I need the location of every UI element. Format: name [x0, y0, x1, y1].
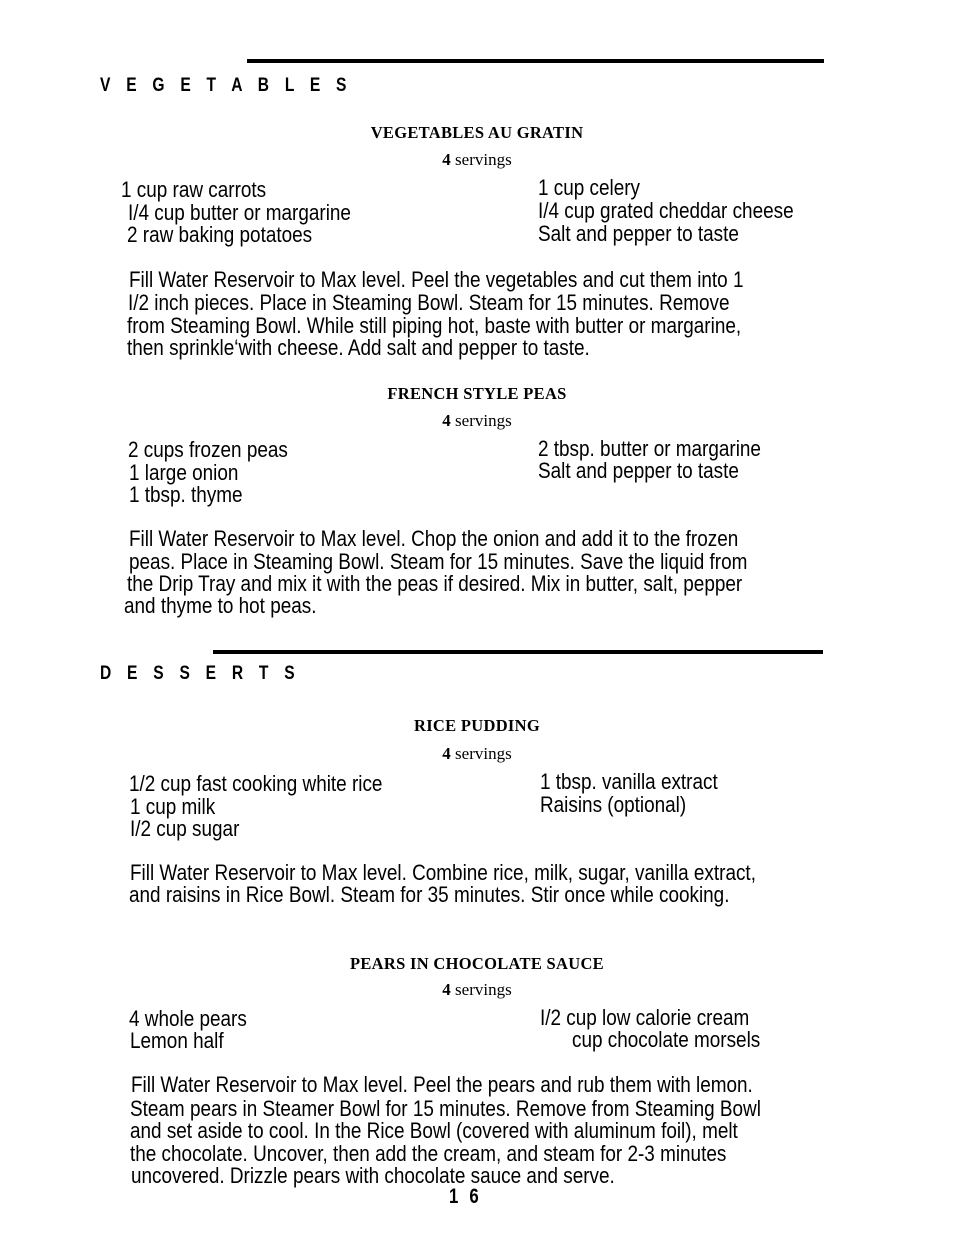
directions-line: Fill Water Reservoir to Max level. Combine rice, milk, sugar, vanilla extract, — [130, 860, 756, 885]
ingredient-item: 2 raw baking potatoes — [127, 222, 313, 247]
ingredient-item: Lemon half — [130, 1028, 224, 1053]
page-number: 1 6 — [449, 1185, 482, 1208]
ingredient-item: Salt and pepper to taste — [538, 458, 739, 483]
ingredient-item: 1 large onion — [129, 460, 239, 485]
section-heading-vegetables: V E G E T A B L E S — [100, 75, 353, 96]
recipe-title: RICE PUDDING — [414, 716, 540, 735]
ingredient-item: 1 tbsp. thyme — [129, 482, 243, 507]
ingredient-item: 4 whole pears — [129, 1006, 247, 1031]
recipe-servings: 4 servings — [442, 980, 512, 999]
directions-line: Fill Water Reservoir to Max level. Peel the vegetables and cut them into 1 — [129, 267, 744, 292]
section-heading-desserts: D E S S E R T S — [100, 663, 301, 684]
directions-line: and raisins in Rice Bowl. Steam for 35 minutes. Stir once while cooking. — [129, 882, 730, 907]
recipe-title: FRENCH STYLE PEAS — [387, 384, 567, 403]
directions-line: Steam pears in Steamer Bowl for 15 minutes. Remove from Steaming Bowl — [130, 1096, 761, 1121]
directions-line: the chocolate. Uncover, then add the cream, and steam for 2-3 minutes — [130, 1141, 727, 1166]
directions-line: from Steaming Bowl. While still piping hot, baste with butter or margarine, — [127, 313, 742, 338]
recipe-title: VEGETABLES AU GRATIN — [370, 123, 584, 142]
directions-line: and set aside to cool. In the Rice Bowl (covered with aluminum foil), melt — [130, 1118, 738, 1143]
ingredient-item: Salt and pepper to taste — [538, 221, 739, 246]
directions-line: Fill Water Reservoir to Max level. Chop the onion and add it to the frozen — [129, 526, 739, 551]
directions-line: I/2 inch pieces. Place in Steaming Bowl. Steam for 15 minutes. Remove — [128, 290, 730, 315]
ingredient-item: 2 cups frozen peas — [128, 437, 288, 462]
ingredient-item: I/4 cup butter or margarine — [128, 200, 351, 225]
ingredient-item: Raisins (optional) — [540, 792, 687, 817]
ingredient-item: 1/2 cup fast cooking white rice — [129, 771, 383, 796]
recipe-title: PEARS IN CHOCOLATE SAUCE — [350, 954, 604, 973]
ingredient-item: I/2 cup sugar — [130, 816, 240, 841]
directions-line: the Drip Tray and mix it with the peas if desired. Mix in butter, salt, pepper — [127, 571, 743, 596]
directions-line: Fill Water Reservoir to Max level. Peel the pears and rub them with lemon. — [131, 1072, 753, 1097]
ingredient-item: I/2 cup low calorie cream — [540, 1005, 750, 1030]
recipe-servings: 4 servings — [442, 150, 512, 169]
ingredient-item: 1 cup raw carrots — [121, 177, 267, 202]
directions-line: peas. Place in Steaming Bowl. Steam for 15 minutes. Save the liquid from — [129, 549, 748, 574]
directions-line: uncovered. Drizzle pears with chocolate sauce and serve. — [131, 1163, 615, 1188]
section-rule-desserts — [213, 650, 823, 654]
directions-line: then sprinkle‘with cheese. Add salt and pepper to taste. — [127, 335, 590, 360]
recipe-servings: 4 servings — [442, 744, 512, 763]
directions-line: and thyme to hot peas. — [124, 593, 317, 618]
section-rule-vegetables — [247, 59, 824, 63]
ingredient-item: I/4 cup grated cheddar cheese — [538, 198, 794, 223]
recipe-servings: 4 servings — [442, 411, 512, 430]
ingredient-item: 1 cup celery — [538, 175, 641, 200]
ingredient-item: 2 tbsp. butter or margarine — [538, 436, 761, 461]
ingredient-item: cup chocolate morsels — [572, 1027, 761, 1052]
ingredient-item: 1 cup milk — [130, 794, 216, 819]
ingredient-item: 1 tbsp. vanilla extract — [540, 769, 718, 794]
